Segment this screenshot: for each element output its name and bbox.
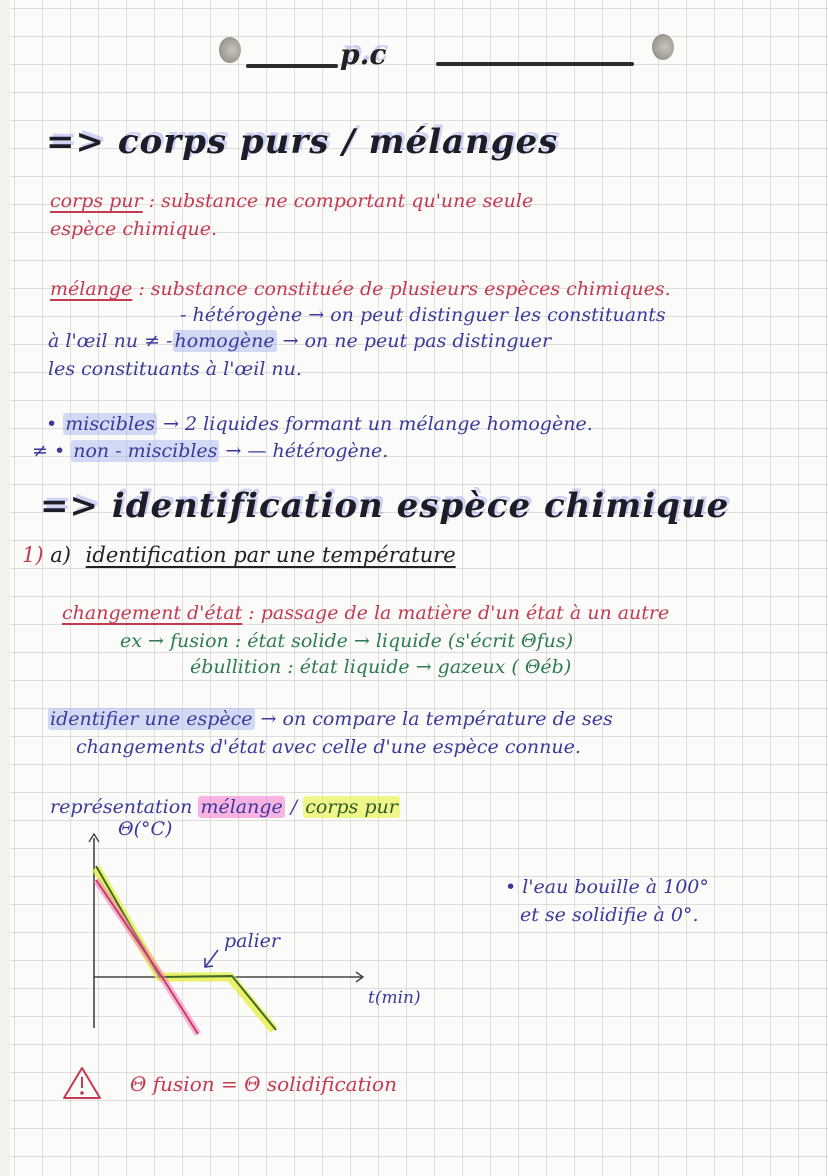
heterogene-line: - hétérogène → on peut distinguer les constituants [180, 304, 666, 326]
melange-definition-text: substance constituée de plusieurs espèces chimiques. [150, 278, 671, 300]
page-margin [0, 0, 10, 1176]
miscibles-term: miscibles [65, 413, 156, 435]
non-miscibles-term: non - miscibles [73, 440, 218, 462]
homogene-term: homogène [174, 330, 275, 352]
header-label: p.c [340, 38, 387, 71]
identifier-line2: changements d'état avec celle d'une espèce connue. [76, 736, 581, 758]
melange-definition [50, 278, 671, 300]
x-axis-arrow-icon [356, 972, 363, 982]
warning-text: Θ fusion = Θ solidification [130, 1072, 397, 1096]
header-line-right [436, 62, 634, 66]
separator: : [242, 602, 261, 624]
binder-hole-right [652, 34, 674, 60]
representation-prefix: représentation [50, 796, 199, 818]
water-note-line2: et se solidifie à 0°. [520, 904, 699, 926]
ex-prefix: ex → [120, 630, 170, 652]
subsection-title: identification par une température [85, 543, 456, 567]
corps-pur-definition-line2: espèce chimique. [50, 218, 218, 240]
x-axis-label: t(min) [368, 988, 421, 1008]
miscibles-bullet [46, 413, 593, 435]
bullet: • [47, 440, 72, 462]
corps-pur-definition: substance ne comportant qu'une seule [161, 190, 534, 212]
separator: : [132, 278, 151, 300]
changement-etat-text: passage de la matière d'un état à un autre [260, 602, 670, 624]
representation-legend [50, 796, 400, 818]
changement-etat-term: changement d'état [62, 602, 243, 624]
identifier-line1 [48, 708, 613, 730]
subsection-heading [22, 543, 456, 567]
subsection-number: 1) [22, 543, 44, 567]
homogene-line [48, 330, 551, 352]
changement-etat-definition [62, 602, 669, 624]
corps-pur-term: corps pur [50, 190, 143, 212]
subsection-letter: a) [50, 543, 71, 567]
separator: : [142, 190, 162, 212]
palier-annotation: palier [224, 930, 280, 952]
binder-hole-left [219, 37, 241, 63]
section-title-identification: => identification espèce chimique [40, 486, 730, 526]
legend-melange: mélange [200, 796, 283, 818]
warning-triangle-icon [64, 1068, 100, 1098]
melange-term: mélange [50, 278, 133, 300]
warning-dot [80, 1091, 84, 1095]
legend-corps-pur: corps pur [305, 796, 398, 818]
palier-arrow-icon [206, 950, 218, 966]
fusion-example [120, 630, 573, 652]
ebullition-example: ébullition : état liquide → gazeux ( Θéb) [190, 656, 572, 678]
y-axis-arrow-icon [89, 834, 99, 842]
header-line-left [246, 64, 338, 68]
identifier-term: identifier une espèce [50, 708, 253, 730]
melange-curve [96, 880, 198, 1034]
section-title-corps-purs-melanges: => corps purs / mélanges [46, 122, 559, 162]
legend-slash: / [284, 796, 304, 818]
homogene-rest: → on ne peut pas distinguer [276, 330, 552, 352]
melange-highlight [96, 880, 198, 1034]
identifier-text: → on compare la température de ses [254, 708, 613, 730]
fusion-text: fusion : état solide → liquide (s'écrit Θfus) [169, 630, 574, 652]
corps-pur-definition-line1 [50, 190, 533, 212]
homogene-prefix: à l'œil nu ≠ - [48, 330, 173, 352]
non-miscibles-bullet [32, 440, 388, 462]
miscibles-text: → 2 liquides formant un mélange homogène. [157, 413, 593, 435]
y-axis-label: Θ(°C) [118, 818, 173, 840]
non-miscibles-text: → — hétérogène. [219, 440, 389, 462]
water-note-line1: • l'eau bouille à 100° [505, 876, 709, 898]
not-equal-symbol: ≠ [32, 440, 48, 462]
bullet: • [46, 413, 64, 435]
palier-arrowhead-icon [205, 958, 213, 967]
homogene-line2: les constituants à l'œil nu. [48, 358, 302, 380]
